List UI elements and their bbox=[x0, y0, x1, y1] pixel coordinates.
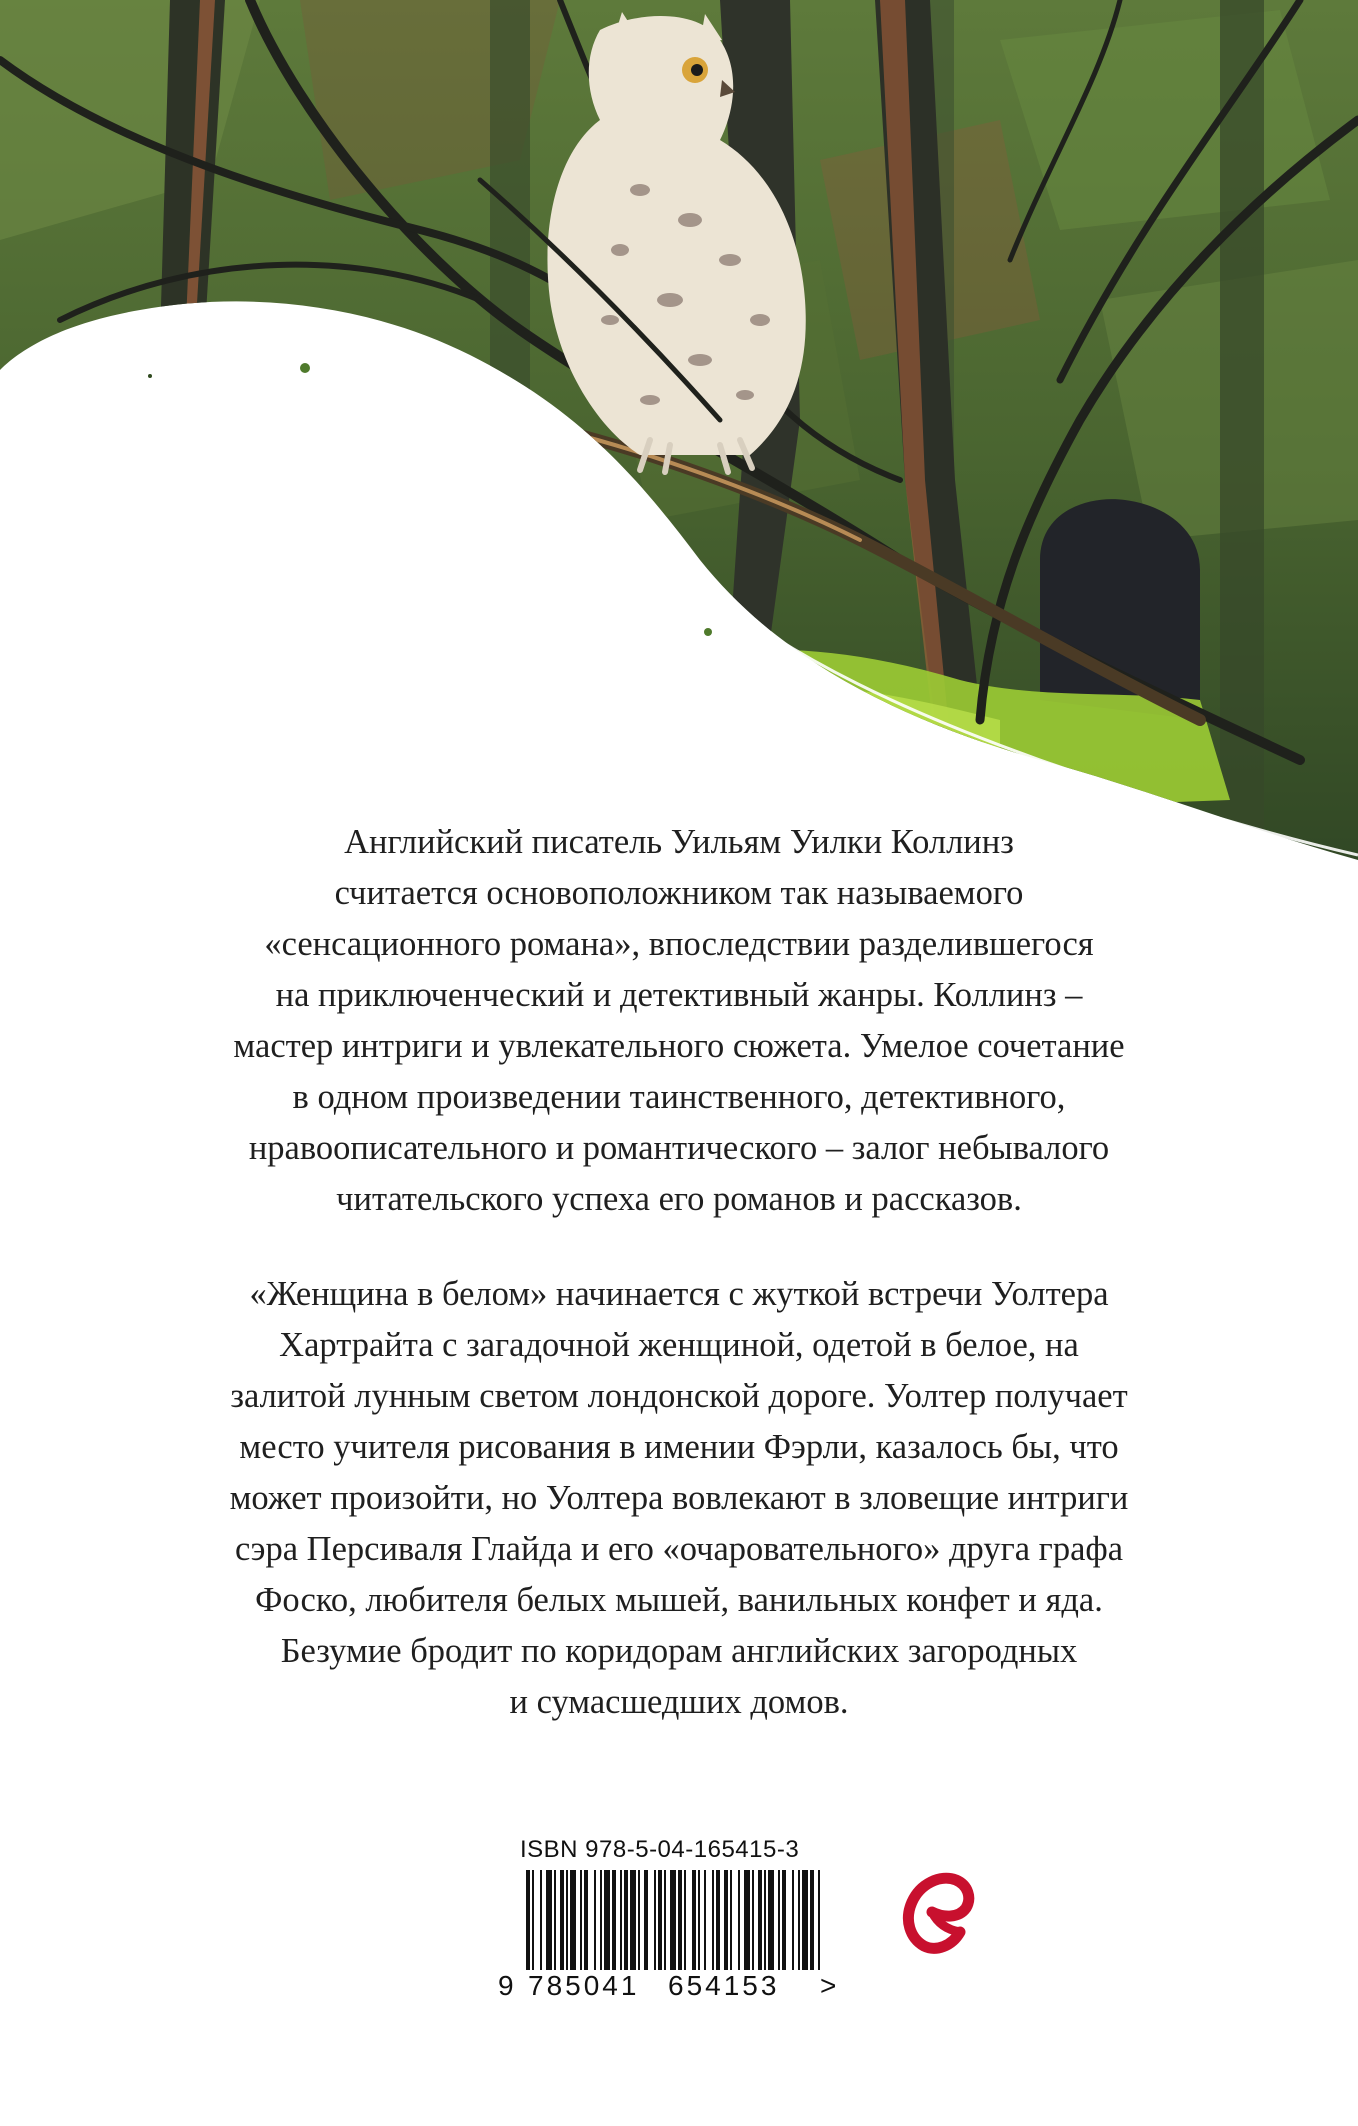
barcode-bar bbox=[712, 1870, 714, 1970]
barcode-bar bbox=[818, 1870, 820, 1970]
text-line: Безумие бродит по коридорам английских загородных bbox=[280, 1632, 1078, 1670]
barcode-bar bbox=[560, 1870, 564, 1970]
barcode-bar bbox=[704, 1870, 706, 1970]
barcode-bar bbox=[670, 1870, 676, 1970]
text-line: сэра Персиваля Глайда и его «очаровательного» друга графа bbox=[234, 1530, 1124, 1568]
barcode-digit-group-1: 785041 bbox=[528, 1970, 640, 2001]
barcode-bar bbox=[654, 1870, 656, 1970]
text-line: мастер интриги и увлекательного сюжета. Умелое сочетание bbox=[233, 1027, 1125, 1065]
description-paragraph-1 bbox=[110, 817, 1248, 1225]
barcode-bar bbox=[744, 1870, 750, 1970]
barcode-bar bbox=[540, 1870, 542, 1970]
barcode-bar bbox=[810, 1870, 814, 1970]
barcode-bar bbox=[604, 1870, 610, 1970]
barcode-bar bbox=[716, 1870, 720, 1970]
barcode-bar bbox=[698, 1870, 700, 1970]
barcode-bar bbox=[624, 1870, 628, 1970]
barcode-bar bbox=[684, 1870, 686, 1970]
barcode-bar bbox=[764, 1870, 766, 1970]
forest-owl-illustration bbox=[0, 0, 1358, 900]
barcode-bar bbox=[600, 1870, 602, 1970]
barcode-bar bbox=[792, 1870, 794, 1970]
isbn-label: ISBN 978-5-04-165415-3 bbox=[520, 1836, 800, 1863]
text-line: и сумасшедших домов. bbox=[509, 1683, 849, 1721]
barcode-bar bbox=[546, 1870, 552, 1970]
text-line: читательского успеха его романов и рассказов. bbox=[336, 1180, 1022, 1218]
barcode-bar bbox=[724, 1870, 728, 1970]
barcode-bar bbox=[752, 1870, 754, 1970]
barcode-bar bbox=[778, 1870, 780, 1970]
text-line: может произойти, но Уолтера вовлекают в зловещие интриги bbox=[229, 1479, 1129, 1517]
text-line: в одном произведении таинственного, детективного, bbox=[292, 1078, 1066, 1116]
barcode-digit-group-2: 654153 bbox=[668, 1970, 780, 2001]
barcode-bar bbox=[532, 1870, 534, 1970]
barcode-bar bbox=[620, 1870, 622, 1970]
barcode-bar bbox=[526, 1870, 530, 1970]
text-line: нравоописательного и романтического – залог небывалого bbox=[248, 1129, 1110, 1167]
barcode-bar bbox=[768, 1870, 774, 1970]
text-line: Фоско, любителя белых мышей, ванильных конфет и яда. bbox=[255, 1581, 1103, 1619]
description-paragraph-2 bbox=[110, 1269, 1248, 1728]
barcode-bar bbox=[566, 1870, 568, 1970]
text-line: «сенсационного романа», впоследствии разделившегося bbox=[264, 925, 1094, 963]
barcode-bar bbox=[692, 1870, 696, 1970]
text-line: считается основоположником так называемого bbox=[334, 874, 1024, 912]
text-line: место учителя рисования в имении Фэрли, казалось бы, что bbox=[239, 1428, 1119, 1466]
barcode-bar bbox=[584, 1870, 588, 1970]
barcode-bar bbox=[658, 1870, 662, 1970]
barcode-bar bbox=[594, 1870, 596, 1970]
barcode-bar bbox=[612, 1870, 616, 1970]
text-line: на приключенческий и детективный жанры. Коллинз – bbox=[275, 976, 1083, 1014]
text-line: Английский писатель Уильям Уилки Коллинз bbox=[344, 823, 1014, 861]
barcode-bar bbox=[802, 1870, 808, 1970]
text-line: Хартрайта с загадочной женщиной, одетой в белое, на bbox=[279, 1326, 1079, 1364]
barcode-digit-arrow: > bbox=[820, 1970, 837, 2001]
barcode-bar bbox=[738, 1870, 740, 1970]
barcode-bar bbox=[758, 1870, 762, 1970]
barcode-bar bbox=[644, 1870, 648, 1970]
barcode-bar bbox=[570, 1870, 576, 1970]
barcode bbox=[524, 1870, 824, 1970]
barcode-bar bbox=[638, 1870, 640, 1970]
barcode-bar bbox=[580, 1870, 582, 1970]
barcode-bar bbox=[798, 1870, 800, 1970]
barcode-bar bbox=[664, 1870, 666, 1970]
text-line: «Женщина в белом» начинается с жуткой встречи Уолтера bbox=[249, 1275, 1109, 1313]
barcode-bar bbox=[730, 1870, 732, 1970]
barcode-bar bbox=[678, 1870, 682, 1970]
barcode-bar bbox=[630, 1870, 636, 1970]
barcode-digit-first: 9 bbox=[498, 1970, 514, 2001]
barcode-bar bbox=[554, 1870, 556, 1970]
barcode-bar bbox=[782, 1870, 786, 1970]
text-line: залитой лунным светом лондонской дороге. Уолтер получает bbox=[230, 1377, 1128, 1415]
eksmo-logo-icon bbox=[902, 1858, 976, 1958]
